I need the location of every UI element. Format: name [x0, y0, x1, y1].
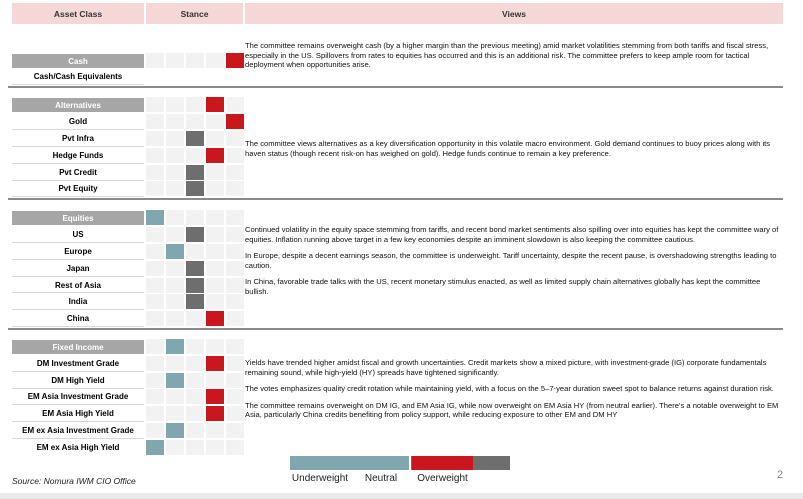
stance-cell-overweight — [226, 114, 244, 129]
row-label: EM ex Asia High Yield — [36, 443, 120, 452]
row-separator — [12, 84, 144, 85]
stance-cell — [166, 356, 184, 371]
stance-cell-underweight — [166, 244, 184, 259]
stance-cell — [226, 440, 244, 455]
row-label: Rest of Asia — [55, 281, 101, 290]
category-fixed-income: Fixed Income — [12, 340, 144, 354]
stance-cell-neutral — [186, 131, 204, 146]
stance-cell — [146, 406, 164, 421]
row-separator — [12, 259, 144, 260]
stance-cell — [146, 114, 164, 129]
stance-cell-neutral — [186, 227, 204, 242]
stance-cell-overweight — [206, 356, 224, 371]
stance-cell — [206, 53, 224, 68]
views-paragraph: The votes emphasizes quality credit rotation while maintaining yield, with a focus on the 5–7-year duration sweet spot to balance returns against duration risk. — [245, 384, 774, 393]
row-separator — [12, 388, 144, 389]
row-label: EM ex Asia Investment Grade — [22, 426, 134, 435]
row-label: Pvt Equity — [58, 184, 98, 193]
category-cash: Cash — [12, 54, 144, 68]
stance-cell — [146, 53, 164, 68]
row-label: Hedge Funds — [52, 151, 104, 160]
legend-label-neutral: Neutral — [364, 473, 398, 484]
row-separator — [12, 146, 144, 147]
views-paragraph: The committee remains overweight on DM IG, and EM Asia IG, while now overweight on EM Asia HY (from neutral earlier). There's a notable overweight to EM Asia, particularly China credits benefiting from policy support, while reducing exposure to other EM and DM HY — [245, 400, 779, 419]
stance-cell — [146, 278, 164, 293]
views-equities — [245, 225, 785, 303]
stance-cell-neutral — [186, 165, 204, 180]
stance-cell — [206, 244, 224, 259]
row-label: EM Asia High Yield — [42, 409, 114, 418]
stance-cell — [166, 227, 184, 242]
stance-cell — [146, 261, 164, 276]
stance-cell-underweight — [166, 423, 184, 438]
stance-cell — [206, 339, 224, 354]
row-label: DM Investment Grade — [36, 359, 120, 368]
stance-cell — [206, 210, 224, 225]
row-label: Pvt Infra — [61, 134, 94, 143]
stance-cell — [186, 423, 204, 438]
stance-cell — [206, 373, 224, 388]
row-label: India — [68, 297, 88, 306]
stance-cell — [166, 278, 184, 293]
row-label: Pvt Credit — [59, 168, 97, 177]
stance-cell — [146, 339, 164, 354]
stance-cell — [206, 131, 224, 146]
stance-cell — [226, 423, 244, 438]
stance-cell — [146, 423, 164, 438]
stance-cell — [226, 406, 244, 421]
row-label: Cash/Cash Equivalents — [33, 72, 123, 81]
section-divider — [8, 86, 783, 88]
stance-cell-overweight — [206, 406, 224, 421]
row-label: DM High Yield — [51, 376, 105, 385]
stance-cell — [206, 227, 224, 242]
stance-cell-neutral — [186, 181, 204, 196]
stance-cell — [226, 373, 244, 388]
stance-cell — [166, 389, 184, 404]
stance-cell — [166, 181, 184, 196]
stance-cell — [146, 373, 164, 388]
row-label: Japan — [66, 264, 90, 273]
stance-cell — [206, 181, 224, 196]
views-paragraph: The committee remains overweight cash (by a higher margin than the previous meeting) amid market volatilities stemming from both tariffs and fiscal stress, especially in the US. Spillovers from rates to equities has occurred and this is an additional risk. The committee prefers to keep ample room for tactical deployment when opportunities arise. — [245, 41, 769, 69]
stance-cell — [226, 261, 244, 276]
legend-label-overweight: Overweight — [417, 473, 468, 484]
category-alternatives: Alternatives — [12, 98, 144, 112]
row-label: EM Asia Investment Grade — [27, 392, 129, 401]
stance-cell-neutral — [186, 261, 204, 276]
views-paragraph: In Europe, despite a decent earnings season, the committee is underweight. Tariff uncertainty, despite the recent pause, is overshadowing strengths leading to caution. — [245, 251, 777, 270]
stance-cell — [146, 356, 164, 371]
legend-label-underweight: Underweight — [291, 473, 349, 484]
row-separator — [12, 163, 144, 164]
stance-cell — [186, 97, 204, 112]
stance-cell — [186, 356, 204, 371]
stance-cell — [146, 181, 164, 196]
stance-cell — [166, 148, 184, 163]
row-separator — [12, 292, 144, 293]
row-separator — [12, 180, 144, 181]
stance-cell — [166, 131, 184, 146]
stance-cell — [206, 114, 224, 129]
stance-cell — [206, 278, 224, 293]
stance-cell-overweight — [226, 53, 244, 68]
views-cash — [245, 41, 785, 77]
source-note: Source: Nomura IWM CIO Office — [12, 476, 136, 486]
stance-cell — [186, 53, 204, 68]
stance-cell — [146, 227, 164, 242]
stance-cell — [226, 210, 244, 225]
row-label: Gold — [68, 117, 88, 126]
stance-cell — [146, 244, 164, 259]
stance-cell-overweight — [206, 311, 224, 326]
section-divider — [8, 198, 783, 200]
stance-cell-underweight — [166, 373, 184, 388]
stance-cell — [186, 244, 204, 259]
row-label: China — [66, 314, 90, 323]
stance-cell — [146, 389, 164, 404]
views-paragraph: Continued volatility in the equity space stemming from tariffs, and recent bond market sentiments also spilling over into equities has kept the committee wary of equities. Inflation running above target in a few key economies despite an imminent slowdown is also keeping the committee cautious. — [245, 225, 779, 244]
stance-cell — [186, 440, 204, 455]
stance-cell — [166, 261, 184, 276]
stance-cell — [206, 165, 224, 180]
stance-cell — [206, 423, 224, 438]
stance-cell — [226, 181, 244, 196]
stance-cell — [166, 294, 184, 309]
stance-cell — [146, 148, 164, 163]
legend-swatch-overweight — [412, 456, 473, 470]
stance-cell — [146, 165, 164, 180]
row-separator — [12, 421, 144, 422]
stance-cell — [166, 440, 184, 455]
views-alternatives — [245, 139, 785, 165]
stance-cell-overweight — [206, 97, 224, 112]
stance-cell — [226, 356, 244, 371]
stance-cell-overweight — [206, 148, 224, 163]
stance-cell-neutral — [186, 294, 204, 309]
stance-cell — [166, 311, 184, 326]
section-divider — [8, 328, 783, 330]
stance-cell — [186, 311, 204, 326]
stance-cell — [226, 339, 244, 354]
stance-cell — [166, 97, 184, 112]
row-separator — [12, 242, 144, 243]
stance-cell — [146, 294, 164, 309]
stance-cell — [166, 114, 184, 129]
row-separator — [12, 129, 144, 130]
row-separator — [12, 404, 144, 405]
stance-cell — [226, 311, 244, 326]
views-paragraph: The committee views alternatives as a key diversification opportunity in this volatile macro environment. Gold demand continues to buoy prices along with its haven status (though recent risk-on has weighed on gold). Hedge funds continue to remain a key preference. — [245, 139, 771, 158]
stance-cell — [146, 311, 164, 326]
legend-swatch-underweight — [290, 456, 409, 470]
stance-cell — [206, 261, 224, 276]
stance-cell — [186, 210, 204, 225]
header-stance: Stance — [146, 3, 243, 24]
views-paragraph: In China, favorable trade talks with the US, recent monetary stimulus enacted, as well as limited supply chain alternatives globally has kept the committee bullish. — [245, 277, 761, 296]
row-separator — [12, 371, 144, 372]
stance-cell — [166, 53, 184, 68]
stance-cell — [166, 165, 184, 180]
stance-cell — [146, 131, 164, 146]
stance-cell — [226, 148, 244, 163]
stance-cell — [186, 148, 204, 163]
views-fixed-income — [245, 358, 785, 427]
row-separator — [12, 326, 144, 327]
stance-cell — [166, 406, 184, 421]
stance-cell — [226, 131, 244, 146]
stance-cell — [166, 210, 184, 225]
page-number: 2 — [777, 469, 784, 481]
stance-cell-underweight — [146, 210, 164, 225]
row-label: US — [72, 230, 84, 239]
header-views: Views — [245, 3, 783, 24]
row-label: Europe — [64, 247, 92, 256]
stance-cell — [206, 440, 224, 455]
row-separator — [12, 276, 144, 277]
stance-cell-overweight — [206, 389, 224, 404]
row-separator — [12, 196, 144, 197]
footer-band — [0, 493, 803, 499]
stance-cell — [226, 278, 244, 293]
stance-cell — [226, 389, 244, 404]
stance-cell — [186, 406, 204, 421]
stance-cell — [226, 165, 244, 180]
stance-cell — [226, 294, 244, 309]
stance-cell — [186, 373, 204, 388]
stance-cell — [226, 227, 244, 242]
category-equities: Equities — [12, 211, 144, 225]
views-paragraph: Yields have trended higher amidst fiscal and growth uncertainties. Credit markets show a mixed picture, with investment-grade (IG) corporate fundamentals remaining sound, while high-yield (HY) spreads have tightened significantly. — [245, 358, 767, 377]
row-separator — [12, 309, 144, 310]
stance-cell — [226, 97, 244, 112]
stance-cell — [186, 389, 204, 404]
stance-cell — [186, 339, 204, 354]
row-separator — [12, 438, 144, 439]
stance-cell-neutral — [186, 278, 204, 293]
header-asset-class: Asset Class — [12, 3, 144, 24]
stance-cell-underweight — [166, 339, 184, 354]
stance-cell — [226, 244, 244, 259]
stance-cell — [146, 97, 164, 112]
stance-cell-underweight — [146, 440, 164, 455]
stance-cell — [206, 294, 224, 309]
stance-cell — [186, 114, 204, 129]
